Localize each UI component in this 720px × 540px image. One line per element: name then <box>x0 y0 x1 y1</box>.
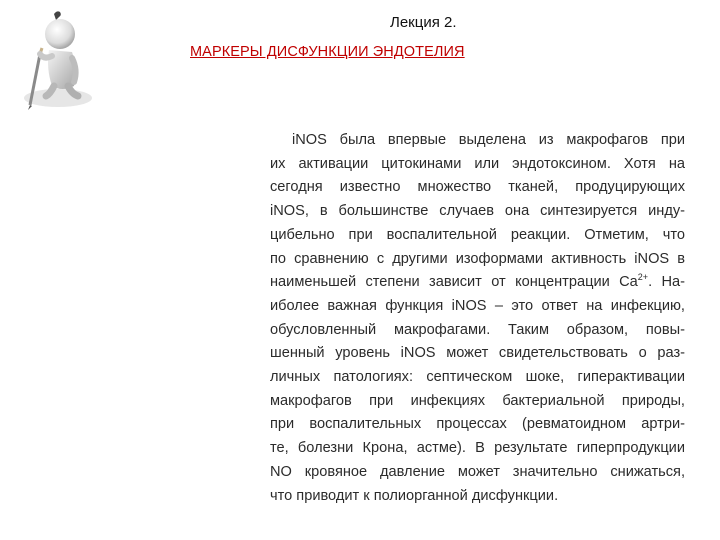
text-line: обусловленный макрофагами. Таким образом, повы- <box>270 321 685 338</box>
text-line: iNOS, в большинстве случаев она синтезируется инду- <box>270 203 685 220</box>
text-line: iNOS была впервые выделена из макрофагов при <box>292 132 685 148</box>
text-line: макрофагов при инфекциях бактериальной природы, <box>270 392 685 409</box>
text-segment: . На- <box>648 274 686 291</box>
text-line: те, болезни Крона, астме). В результате гиперпродукции <box>270 440 685 457</box>
text-line: по сравнению с другими изоформами активность iNOS в <box>270 250 685 267</box>
text-line-with-superscript <box>270 271 685 295</box>
text-line: что приводит к полиорганной дисфункции. <box>270 487 559 504</box>
text-line: сегодня известно множество тканей, продуцирующих <box>270 179 685 196</box>
text-line: их активации цитокинами или эндотоксином. Хотя на <box>270 155 685 172</box>
text-line: при воспалительных процессах (ревматоидном артри- <box>270 416 685 433</box>
body-paragraph <box>270 129 685 508</box>
text-line: иболее важная функция iNOS – это ответ на инфекцию, <box>270 297 685 314</box>
ion-charge-superscript: 2+ <box>637 272 649 283</box>
text-line: NO кровяное давление может значительно снижаться, <box>270 463 685 480</box>
text-line: личных патологиях: септическом шоке, гиперактивации <box>270 369 685 386</box>
text-line: шенный уровень iNOS может свидетельствовать о раз- <box>270 345 685 362</box>
figure-with-pencil-icon <box>18 8 98 112</box>
page-title: МАРКЕРЫ ДИСФУНКЦИИ ЭНДОТЕЛИЯ <box>190 44 465 60</box>
text-line: цибельно при воспалительной реакции. Отметим, что <box>270 226 685 243</box>
text-segment: наименьшей степени зависит от концентрации Ca <box>270 274 638 291</box>
lecture-label: Лекция 2. <box>390 14 457 31</box>
